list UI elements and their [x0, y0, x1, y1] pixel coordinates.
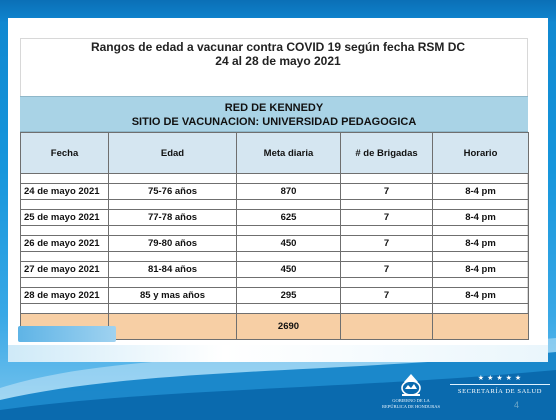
- cell-meta: 625: [237, 210, 341, 226]
- cell-fecha: 25 de mayo 2021: [21, 210, 109, 226]
- cell-edad: 77-78 años: [109, 210, 237, 226]
- cell-horario: 8-4 pm: [433, 288, 529, 304]
- cell-edad: 79-80 años: [109, 236, 237, 252]
- cell-fecha: 28 de mayo 2021: [21, 288, 109, 304]
- slide: [8, 18, 548, 362]
- spacer-row: [21, 200, 529, 210]
- header-fecha: Fecha: [21, 133, 109, 174]
- schedule-table: [20, 132, 529, 340]
- header-brigadas: # de Brigadas: [341, 133, 433, 174]
- table-row: [21, 236, 529, 252]
- cell-edad: 85 y mas años: [109, 288, 237, 304]
- total-empty-cell: [341, 314, 433, 340]
- spacer-row: [21, 278, 529, 288]
- site-name: SITIO DE VACUNACION: UNIVERSIDAD PEDAGOGICA: [131, 116, 417, 128]
- table-row: [21, 288, 529, 304]
- cell-meta: 870: [237, 184, 341, 200]
- cell-fecha: 26 de mayo 2021: [21, 236, 109, 252]
- table-header-row: [21, 133, 529, 174]
- total-empty-cell: [109, 314, 237, 340]
- divider: [450, 384, 550, 385]
- header-meta: Meta diaria: [237, 133, 341, 174]
- title-line-2: 24 al 28 de mayo 2021: [215, 54, 341, 68]
- spacer-row: [21, 226, 529, 236]
- table-row: [21, 210, 529, 226]
- table-row: [21, 262, 529, 278]
- cell-edad: 81-84 años: [109, 262, 237, 278]
- cell-meta: 450: [237, 262, 341, 278]
- site-band: [20, 96, 528, 132]
- cell-fecha: 24 de mayo 2021: [21, 184, 109, 200]
- header-edad: Edad: [109, 133, 237, 174]
- crest-line-2: REPÚBLICA DE HONDURAS: [381, 404, 440, 409]
- decorative-bar: [18, 326, 116, 342]
- honduras-crest-icon: [396, 372, 426, 400]
- cell-edad: 75-76 años: [109, 184, 237, 200]
- crest-line-1: GOBIERNO DE LA: [392, 398, 430, 403]
- cell-horario: 8-4 pm: [433, 236, 529, 252]
- cell-brigadas: 7: [341, 262, 433, 278]
- table-row: [21, 184, 529, 200]
- page-number: 4: [514, 400, 520, 410]
- government-caption: [378, 398, 444, 410]
- cell-horario: 8-4 pm: [433, 262, 529, 278]
- cell-horario: 8-4 pm: [433, 184, 529, 200]
- slide-title: [8, 40, 548, 68]
- total-empty-cell: [433, 314, 529, 340]
- cell-brigadas: 7: [341, 236, 433, 252]
- cell-brigadas: 7: [341, 288, 433, 304]
- bottom-strip: [8, 345, 548, 362]
- spacer-row: [21, 252, 529, 262]
- cell-brigadas: 7: [341, 184, 433, 200]
- cell-brigadas: 7: [341, 210, 433, 226]
- spacer-row: [21, 174, 529, 184]
- cell-fecha: 27 de mayo 2021: [21, 262, 109, 278]
- stars-icon: ★★★★★: [477, 375, 525, 382]
- network-name: RED DE KENNEDY: [224, 102, 324, 114]
- cell-meta: 295: [237, 288, 341, 304]
- cell-meta: 450: [237, 236, 341, 252]
- title-line-1: Rangos de edad a vacunar contra COVID 19 según fecha RSM DC: [90, 40, 466, 54]
- spacer-row: [21, 304, 529, 314]
- total-meta: 2690: [237, 314, 341, 340]
- cell-horario: 8-4 pm: [433, 210, 529, 226]
- header-horario: Horario: [433, 133, 529, 174]
- ministry-name: SECRETARÍA DE SALUD: [457, 388, 543, 395]
